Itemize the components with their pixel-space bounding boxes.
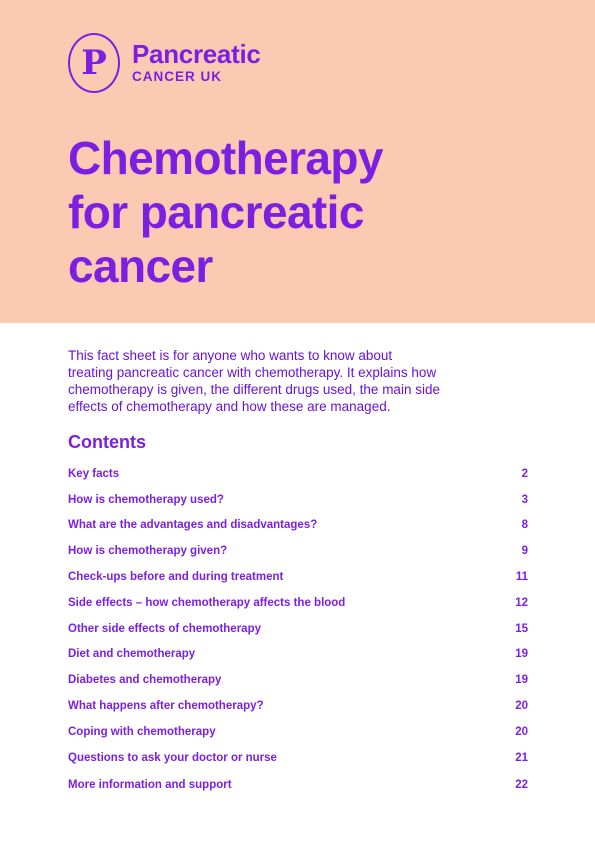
toc-label: Coping with chemotherapy [68,725,216,738]
toc-page: 22 [515,779,528,792]
toc-label: Check-ups before and during treatment [68,571,284,584]
contents-heading: Contents [68,432,146,452]
table-of-contents [68,461,528,798]
toc-page: 9 [521,545,528,558]
toc-label: Side effects – how chemotherapy affects the blood [68,596,346,609]
toc-item[interactable] [68,487,528,513]
toc-page: 19 [515,648,528,661]
logo-name: Pancreatic [132,39,261,69]
toc-item[interactable] [68,461,528,487]
toc-label: What happens after chemotherapy? [68,700,264,713]
toc-label: Key facts [68,467,120,480]
toc-label: How is chemotherapy given? [68,545,228,558]
toc-item[interactable] [68,745,528,771]
toc-item[interactable] [68,693,528,719]
toc-page: 20 [515,700,528,713]
toc-item[interactable] [68,538,528,564]
page-title: Chemotherapy for pancreatic cancer [68,132,383,292]
toc-label: Other side effects of chemotherapy [68,622,261,635]
toc-page: 8 [521,519,528,532]
toc-page: 19 [515,674,528,687]
toc-page: 20 [515,725,528,738]
toc-page: 12 [515,596,528,609]
toc-page: 2 [521,467,528,480]
toc-item[interactable] [68,642,528,668]
toc-label: Diabetes and chemotherapy [68,674,222,687]
logo [68,33,261,93]
toc-page: 11 [515,571,528,584]
toc-item[interactable] [68,564,528,590]
toc-item[interactable] [68,773,528,799]
toc-label: Questions to ask your doctor or nurse [68,751,277,764]
toc-item[interactable] [68,616,528,642]
logo-text [132,40,261,86]
toc-item[interactable] [68,719,528,745]
toc-page: 21 [515,751,528,764]
intro-paragraph: This fact sheet is for anyone who wants to know about treating pancreatic cancer with chemotherapy. It explains how chemotherapy is given, the different drugs used, the main side effects of chemotherapy and how these are managed. [68,348,440,414]
toc-page: 3 [521,493,528,506]
toc-label: How is chemotherapy used? [68,493,224,506]
cover-banner [0,0,595,323]
toc-label: Diet and chemotherapy [68,648,196,661]
toc-label: What are the advantages and disadvantages? [68,519,318,532]
toc-item[interactable] [68,513,528,539]
toc-item[interactable] [68,667,528,693]
toc-label: More information and support [68,779,232,792]
logo-subtitle: CANCER UK [132,69,222,84]
logo-p-icon: P [68,33,120,93]
toc-item[interactable] [68,590,528,616]
toc-page: 15 [515,622,528,635]
